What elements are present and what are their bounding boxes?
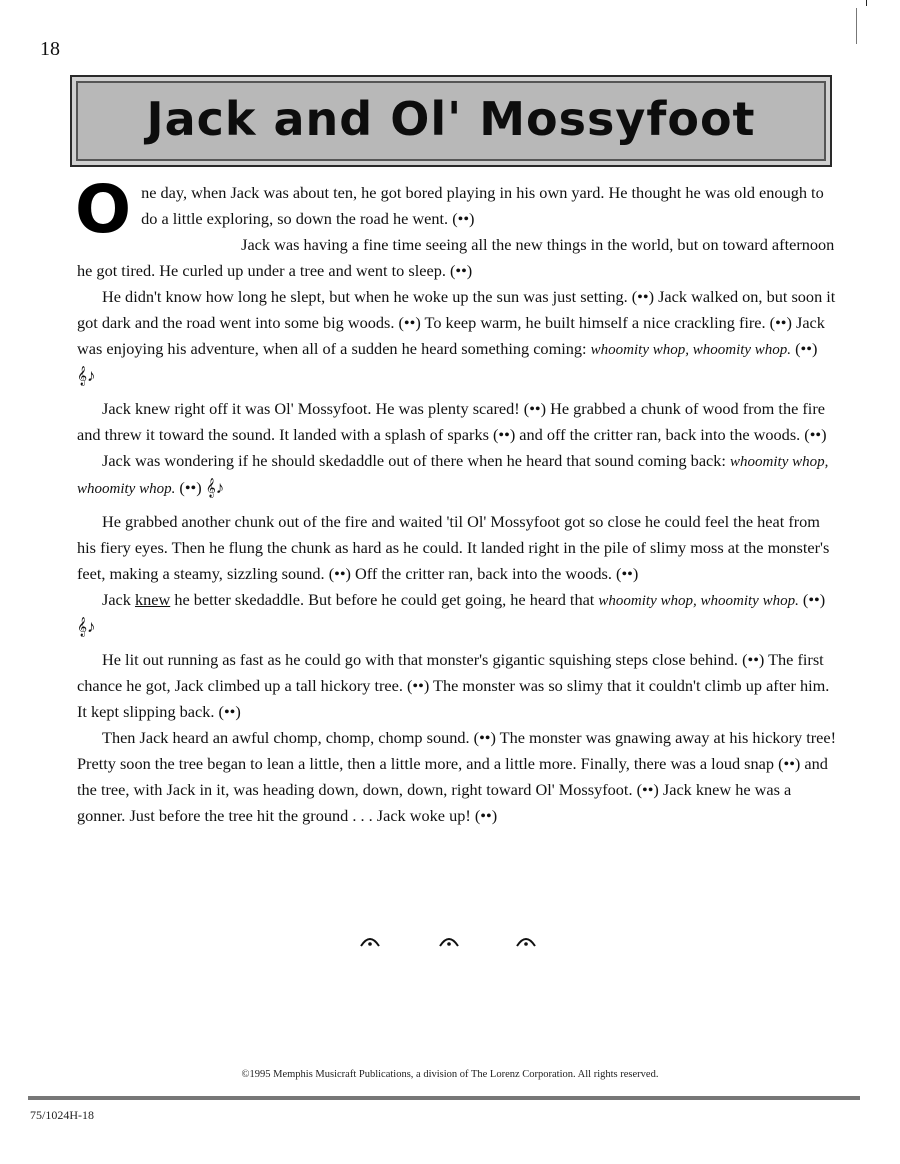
paragraph-6: He grabbed another chunk out of the fire and waited 'til Ol' Mossyfoot got so close he could feel the heat from his fiery eyes. Then he flung the chunk as hard as he could. It landed right in the pile of slimy moss at the monster's feet, making a steamy, sizzling sound. (••) Off the critter ran, back into the woods. (••) (77, 512, 830, 583)
sound-effect: whoomity whop, whoomity whop. (77, 454, 829, 497)
paragraph-5-text: Jack was wondering if he should skedaddle out of there when he heard that sound coming back: (102, 451, 731, 470)
music-note-icon: 𝄞♪ (77, 366, 96, 385)
catalog-number: 75/1024H-18 (30, 1108, 94, 1122)
paragraph-3 (77, 284, 837, 389)
paragraph-7-pre: Jack (102, 590, 135, 609)
paragraph-1 (75, 171, 837, 248)
cue-mark: (••) (798, 590, 826, 609)
paragraph-9: Then Jack heard an awful chomp, chomp, chomp sound. (••) The monster was gnawing away at his hickory tree! Pretty soon the tree began to lean a little, then a little more, and a little more. Finally, there was a loud snap (••) and the tree, with Jack in it, was heading down, down, down, right toward Ol' Mossyfoot. (••) Jack knew he was a gonner. Just before the tree hit the ground . . . Jack woke up! (••) (77, 728, 837, 825)
paragraph-3-text: He didn't know how long he slept, but when he woke up the sun was just setting. (••) Jack walked on, but soon it got dark and the road went into some big woods. (••) To keep warm, he built himself a nice crackling fire. (••) Jack was enjoying his adventure, when all of a sudden he heard something coming: (77, 287, 836, 358)
paragraph-1-text: ne day, when Jack was about ten, he got bored playing in his own yard. He thought he was old enough to do a little exploring, so down the road he went. (••) (141, 183, 824, 228)
paragraph-7 (77, 587, 837, 640)
scan-edge-mark (856, 8, 857, 44)
paragraph-5 (77, 448, 837, 502)
underlined-word: knew (135, 590, 171, 609)
fermata-icon (438, 930, 460, 950)
story-text (75, 171, 837, 829)
fermata-icon (515, 930, 537, 950)
drop-cap: O (75, 171, 132, 248)
paragraph-4: Jack knew right off it was Ol' Mossyfoot. He was plenty scared! (••) He grabbed a chunk of wood from the fire and threw it toward the sound. It landed with a splash of sparks (••) and off the critter ran, back into the woods. (••) (77, 399, 827, 444)
paragraph-7-text: he better skedaddle. But before he could get going, he heard that (170, 590, 599, 609)
sound-effect: whoomity whop, whoomity whop. (598, 593, 799, 609)
page-number: 18 (40, 38, 60, 60)
fermata-icon (359, 930, 381, 950)
cue-mark: (••) (791, 339, 818, 358)
paragraph-2: Jack was having a fine time seeing all the new things in the world, but on toward afternoon he got tired. He curled up under a tree and went to sleep. (••) (77, 235, 835, 280)
page-title: Jack and Ol' Mossyfoot (146, 92, 756, 146)
music-note-icon: 𝄞♪ (205, 478, 225, 497)
sound-effect: whoomity whop, whoomity whop. (590, 342, 792, 358)
copyright-notice: ©1995 Memphis Musicraft Publications, a division of The Lorenz Corporation. All rights reserved. (241, 1069, 659, 1080)
fermata-ornaments (0, 930, 900, 954)
paragraph-8: He lit out running as fast as he could go with that monster's gigantic squishing steps close behind. (••) The first chance he got, Jack climbed up a tall hickory tree. (••) The monster was so slimy that it couldn't climb up after him. It kept slipping back. (••) (77, 650, 830, 721)
footer-divider (28, 1096, 860, 1100)
music-note-icon: 𝄞♪ (77, 617, 96, 636)
scan-edge-mark (866, 0, 867, 6)
cue-mark: (••) (175, 478, 206, 497)
title-banner (70, 75, 832, 167)
